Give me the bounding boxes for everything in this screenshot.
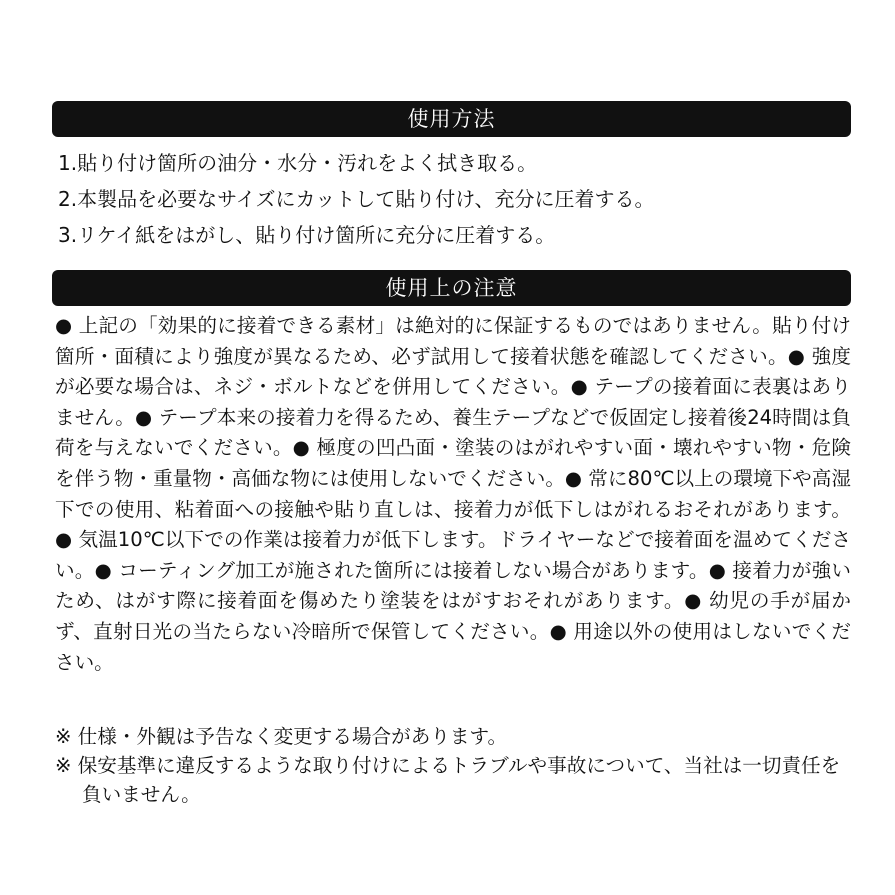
usage-step: 2.本製品を必要なサイズにカットして貼り付け、充分に圧着する。	[58, 187, 655, 211]
usage-header	[52, 101, 851, 137]
caution-paragraph: ● 上記の「効果的に接着できる素材」は絶対的に保証するものではありません。貼り付け箇所・面積により強度が異なるため、必ず試用して接着状態を確認してください。● 強度が必要な場合は、ネジ・ボルトなどを併用してください。● テープの接着面に表裏はありません。● テープ本来の接着力を得るため、養生テープなどで仮固定し接着後24時間は負荷を与えないでください。● 極度の凹凸面・塗装のはがれやすい面・壊れやすい物・危険を伴う物・重量物・高価な物には使用しないでください。● 常に80℃以上の環境下や高湿下での使用、粘着面への接触や貼り直しは、接着力が低下しはがれるおそれがあります。 ● 気温10℃以下での作業は接着力が低下します。ドライヤーなどで接着面を温めてください。● コーティング加工が施された箇所には接着しない場合があります。● 接着力が強いため、はがす際に接着面を傷めたり塗装をはがすおそれがあります。● 幼児の手が届かず、直射日光の当たらない冷暗所で保管してください。● 用途以外の使用はしないでください。	[55, 314, 851, 674]
note-item: ※ 仕様・外観は予告なく変更する場合があります。	[55, 725, 508, 748]
note-item: ※ 保安基準に違反するような取り付けによるトラブルや事故について、当社は一切責任を負いません。	[55, 754, 841, 806]
usage-header-title: 使用方法	[407, 107, 496, 131]
caution-header-title: 使用上の注意	[385, 276, 518, 300]
notes-list	[55, 722, 851, 809]
usage-step: 3.リケイ紙をはがし、貼り付け箇所に充分に圧着する。	[58, 223, 556, 247]
caution-header	[52, 270, 851, 306]
usage-steps-list	[58, 145, 848, 253]
usage-step: 1.貼り付け箇所の油分・水分・汚れをよく拭き取る。	[58, 151, 538, 175]
